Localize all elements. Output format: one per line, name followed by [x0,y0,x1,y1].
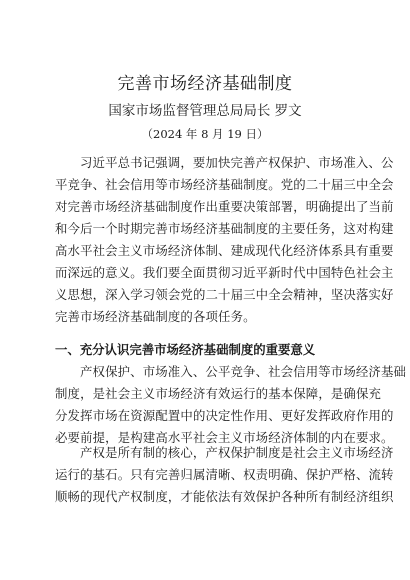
paragraph-line: 产权是所有制的核心，产权保护制度是社会主义市场经济 [80,445,394,460]
paragraph-line: 而深远的意义。我们要全面贯彻习近平新时代中国特色社会主 [55,265,394,280]
body-paragraph [55,361,407,449]
paragraph-line: 对完善市场经济基础制度作出重要决策部署，明确提出了当前 [55,199,394,214]
paragraph-line: 分发挥市场在资源配置中的决定性作用、更好发挥政府作用的 [55,408,394,423]
paragraph-line: 必要前提，是构建高水平社会主义市场经济体制的内在要求。 [55,430,394,445]
paragraph-line: 平竞争、社会信用等市场经济基础制度。党的二十届三中全会 [55,177,394,192]
paragraph-line: 运行的基石。只有完善归属清晰、权责明确、保护严格、流转 [55,467,394,482]
document-author: 国家市场监督管理总局局长 罗文 [108,103,302,119]
document-title: 完善市场经济基础制度 [117,74,293,94]
section-heading: 一、充分认识完善市场经济基础制度的重要意义 [55,342,316,357]
document-date: （2024 年 8 月 19 日） [141,127,269,141]
intro-paragraph [55,152,394,328]
paragraph-line: 产权保护、市场准入、公平竞争、社会信用等市场经济基础 [80,364,407,379]
paragraph-line: 高水平社会主义市场经济体制、建成现代化经济体系具有重要 [55,243,394,258]
paragraph-line: 制度，是社会主义市场经济有效运行的基本保障，是确保充 [55,386,382,401]
paragraph-line: 和今后一个时期完善市场经济基础制度的主要任务，这对构建 [55,221,394,236]
paragraph-line: 义思想，深入学习领会党的二十届三中全会精神，坚决落实好 [55,287,394,302]
paragraph-line: 完善市场经济基础制度的各项任务。 [55,309,256,324]
paragraph-line: 习近平总书记强调，要加快完善产权保护、市场准入、公 [80,155,394,170]
paragraph-line: 顺畅的现代产权制度，才能依法有效保护各种所有制经济组织 [55,489,394,504]
body-paragraph [55,442,394,508]
